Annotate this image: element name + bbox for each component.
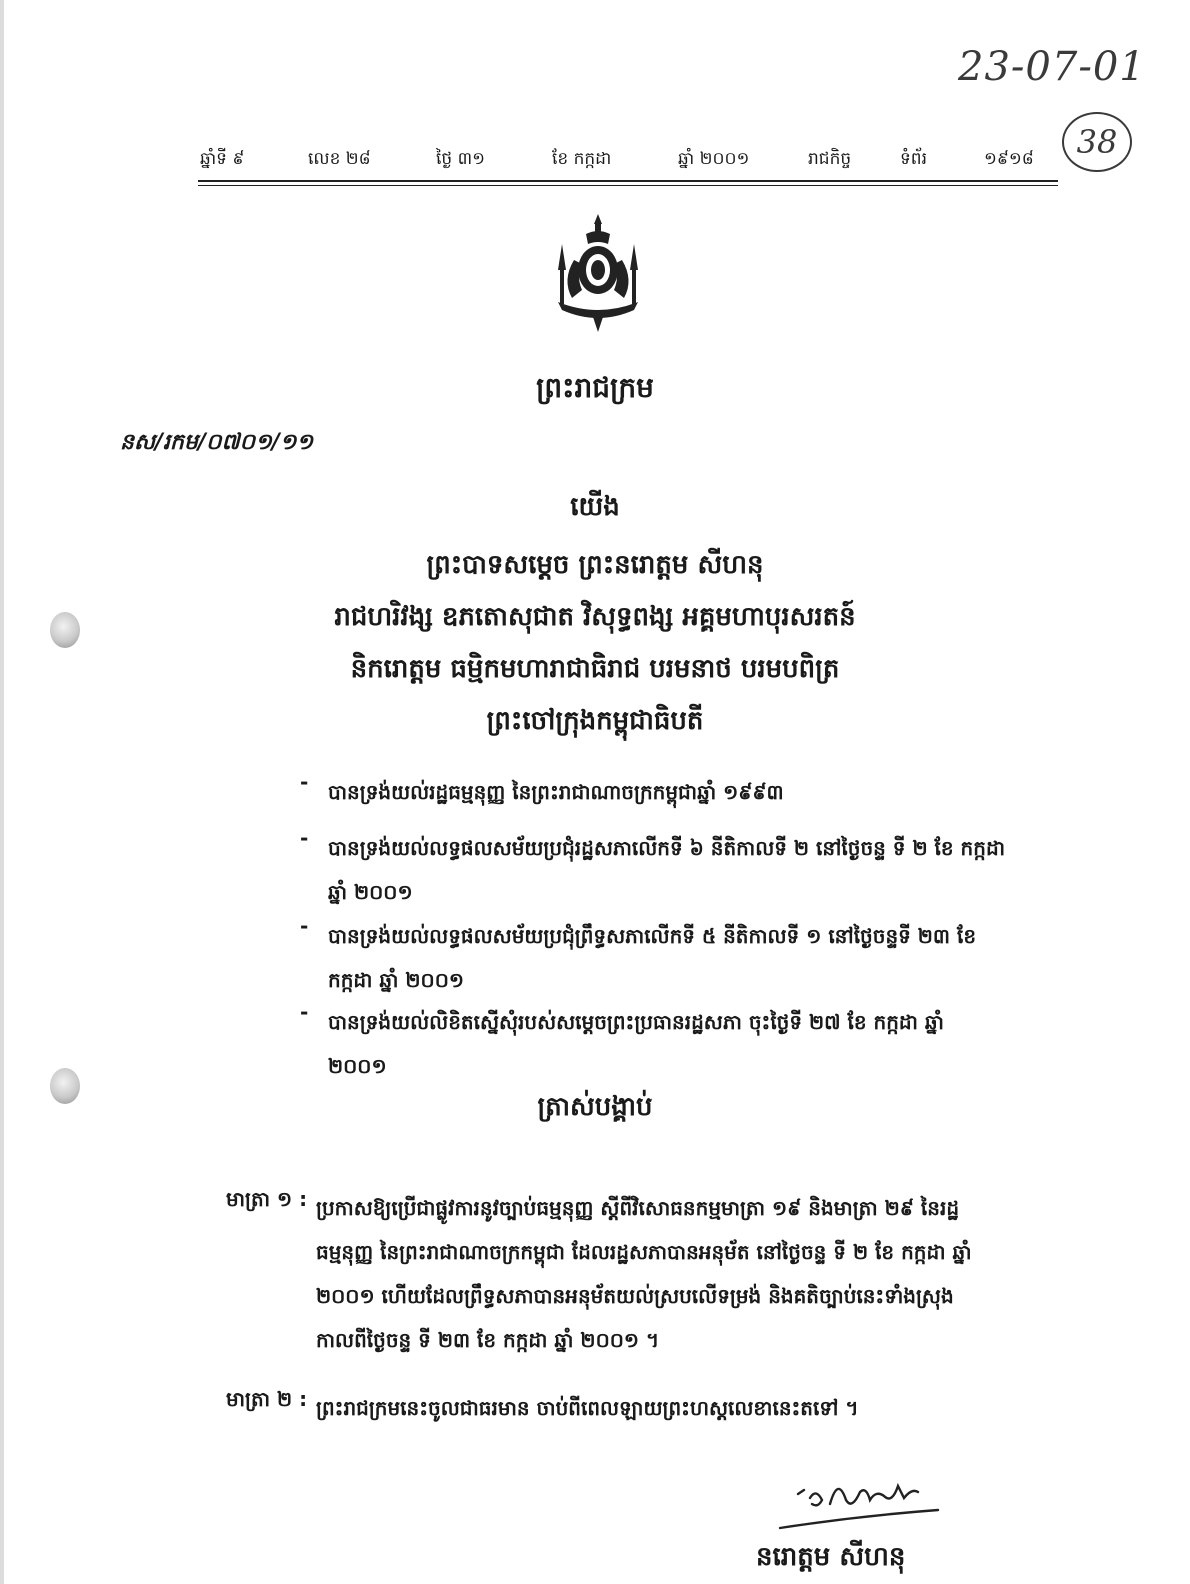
preamble-line-1: យើង xyxy=(570,492,620,522)
gazette-issue: លេខ ២៨ xyxy=(308,149,371,169)
recital-text: បានទ្រង់យល់លិខិតស្នើសុំរបស់សម្តេចព្រះប្រធានរដ្ឋសភា ចុះថ្ងៃទី ២៧ ខែ កក្កដា ឆ្នាំ ២០០១ xyxy=(328,1010,944,1078)
document-title: ព្រះរាជក្រម xyxy=(536,371,654,404)
gazette-page-label: ទំព័រ xyxy=(900,149,927,169)
handwritten-page-number: 38 xyxy=(1062,112,1132,172)
recital-dash: - xyxy=(300,914,309,938)
page-edge xyxy=(0,0,4,1584)
header-rule xyxy=(198,180,1058,182)
gazette-header xyxy=(200,148,1055,174)
gazette-page-number: ១៩១៨ xyxy=(984,149,1034,169)
article-label: មាត្រា ១ : xyxy=(226,1187,308,1211)
gazette-month: ខែ កក្កដា xyxy=(552,149,612,169)
gazette-year: ឆ្នាំទី ៩ xyxy=(200,149,245,169)
gazette-calendar-year: ឆ្នាំ ២០០១ xyxy=(678,149,750,169)
decree-heading: ត្រាស់បង្គាប់ xyxy=(537,1092,653,1122)
recital-dash: - xyxy=(300,826,309,850)
recital-text: បានទ្រង់យល់លទ្ធផលសម័យប្រជុំរដ្ឋសភាលើកទី ៦ នីតិកាលទី ២ នៅថ្ងៃចន្ទ ទី ២ ខែ កក្កដា ឆ្នាំ ២០០១ xyxy=(328,836,1005,904)
header-rule-thin xyxy=(198,185,1058,186)
recital-text: បានទ្រង់យល់រដ្ឋធម្មនុញ្ញ នៃព្រះរាជាណាចក្រកម្ពុជាឆ្នាំ ១៩៩៣ xyxy=(328,780,784,804)
recital-text: បានទ្រង់យល់លទ្ធផលសម័យប្រជុំព្រឹទ្ធសភាលើកទី ៥ នីតិកាលទី ១ នៅថ្ងៃចន្ទទី ២៣ ខែ កក្កដា ឆ្នាំ ២០០១ xyxy=(328,924,977,992)
gazette-publication: រាជកិច្ច xyxy=(808,149,852,169)
article-text: ព្រះរាជក្រមនេះចូលជាធរមាន ចាប់ពីពេលឡាយព្រះហស្តលេខានេះតទៅ ។ xyxy=(316,1396,859,1420)
handwritten-date: 23-07-01 xyxy=(958,44,1146,90)
preamble-line-4: និករោត្តម ធម្មិកមហារាជាធិរាជ បរមនាថ បរមបពិត្រ xyxy=(350,654,840,684)
royal-emblem-icon xyxy=(548,210,648,334)
preamble-line-3: រាជហរិវង្ស ឧភតោសុជាត វិសុទ្ធពង្ស អគ្គមហាបុរសរតន៍ xyxy=(334,602,856,632)
reference-number: នស/រកម/០៧០១/១១ xyxy=(120,430,314,455)
signer-name: នរោត្តម សីហនុ xyxy=(756,1542,906,1572)
article-label: មាត្រា ២ : xyxy=(226,1387,308,1411)
recital-dash: - xyxy=(300,770,309,794)
article-text: ប្រកាសឱ្យប្រើជាផ្លូវការនូវច្បាប់ធម្មនុញ្ញ ស្តីពីវិសោធនកម្មមាត្រា ១៩ និងមាត្រា ២៩ នៃរដ្ឋធម្មនុញ្ញ នៃព្រះរាជាណាចក្រកម្ពុជា ដែលរដ្ឋសភាបានអនុម័ត នៅថ្ងៃចន្ទ ទី ២ ខែ កក្កដា ឆ្នាំ ២០០១ ហើយដែលព្រឹទ្ធសភាបានអនុម័តយល់ស្របលើទម្រង់ និងគតិច្បាប់នេះទាំងស្រុង កាលពីថ្ងៃចន្ទ ទី ២៣ ខែ កក្កដា ឆ្នាំ ២០០១ ។ xyxy=(316,1196,972,1352)
gazette-day: ថ្ងៃ ៣១ xyxy=(436,149,485,169)
royal-signature xyxy=(772,1470,942,1536)
recital-dash: - xyxy=(300,1000,309,1024)
preamble-line-2: ព្រះបាទសម្តេច ព្រះនរោត្តម សីហនុ xyxy=(426,550,764,580)
preamble-line-5: ព្រះចៅក្រុងកម្ពុជាធិបតី xyxy=(486,706,704,736)
